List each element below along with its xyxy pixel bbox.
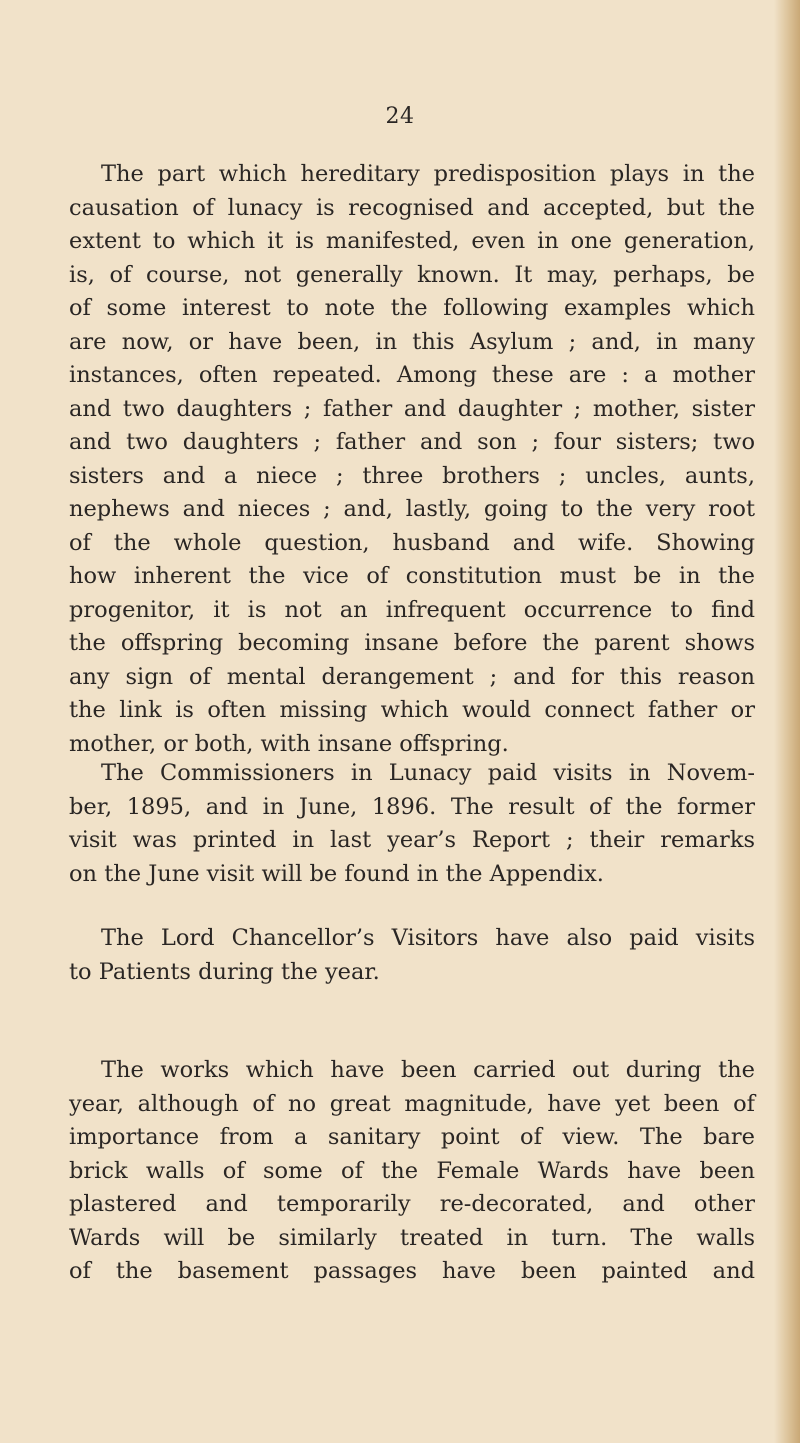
- text-line: mother, or both, with insane offspring.: [69, 730, 509, 757]
- text-line: progenitor, it is not an infrequent occurrence to find: [69, 596, 755, 623]
- text-line: the offspring becoming insane before the parent shows: [69, 630, 755, 656]
- paragraph-chancellor-visitors: [69, 922, 755, 989]
- text-line: The part which hereditary predisposition plays in the: [101, 161, 755, 187]
- text-line: and two daughters ; father and son ; four sisters; two: [69, 429, 755, 455]
- paragraph-commissioners-visits: [69, 757, 755, 891]
- text-line: The Lord Chancellor’s Visitors have also paid visits: [101, 925, 755, 951]
- text-line: of the basement passages have been painted and: [69, 1258, 755, 1284]
- text-line: Wards will be similarly treated in turn. The walls: [69, 1224, 755, 1251]
- text-line: to Patients during the year.: [69, 958, 380, 985]
- text-line: The works which have been carried out during the: [101, 1057, 755, 1083]
- text-line: nephews and nieces ; and, lastly, going to the very root: [69, 496, 755, 522]
- text-line: instances, often repeated. Among these are : a mother: [69, 362, 755, 388]
- text-line: causation of lunacy is recognised and accepted, but the: [69, 194, 755, 221]
- text-line: sisters and a niece ; three brothers ; uncles, aunts,: [69, 462, 755, 489]
- paragraph-hereditary-predisposition: [69, 158, 755, 761]
- page-edge-shadow: [774, 0, 800, 1443]
- text-line: year, although of no great magnitude, have yet been of: [69, 1090, 755, 1117]
- text-line: ber, 1895, and in June, 1896. The result of the former: [69, 793, 755, 820]
- text-line: The Commissioners in Lunacy paid visits in Novem-: [101, 760, 755, 786]
- paragraph-works-carried-out: [69, 1054, 755, 1289]
- text-line: is, of course, not generally known. It may, perhaps, be: [69, 261, 755, 288]
- text-line: on the June visit will be found in the Appendix.: [69, 860, 604, 887]
- text-line: brick walls of some of the Female Wards have been: [69, 1157, 755, 1184]
- text-line: are now, or have been, in this Asylum ; and, in many: [69, 328, 755, 355]
- text-line: visit was printed in last year’s Report ; their remarks: [69, 827, 755, 853]
- text-line: any sign of mental derangement ; and for this reason: [69, 663, 755, 690]
- page-number: 24: [385, 104, 415, 129]
- text-line: of some interest to note the following examples which: [69, 295, 755, 321]
- text-line: extent to which it is manifested, even in one generation,: [69, 228, 755, 254]
- text-line: how inherent the vice of constitution must be in the: [69, 563, 755, 589]
- text-line: of the whole question, husband and wife. Showing: [69, 529, 755, 556]
- text-line: importance from a sanitary point of view. The bare: [69, 1124, 755, 1150]
- text-line: plastered and temporarily re-decorated, and other: [69, 1191, 755, 1217]
- text-line: the link is often missing which would connect father or: [69, 697, 755, 723]
- text-line: and two daughters ; father and daughter ; mother, sister: [69, 395, 755, 422]
